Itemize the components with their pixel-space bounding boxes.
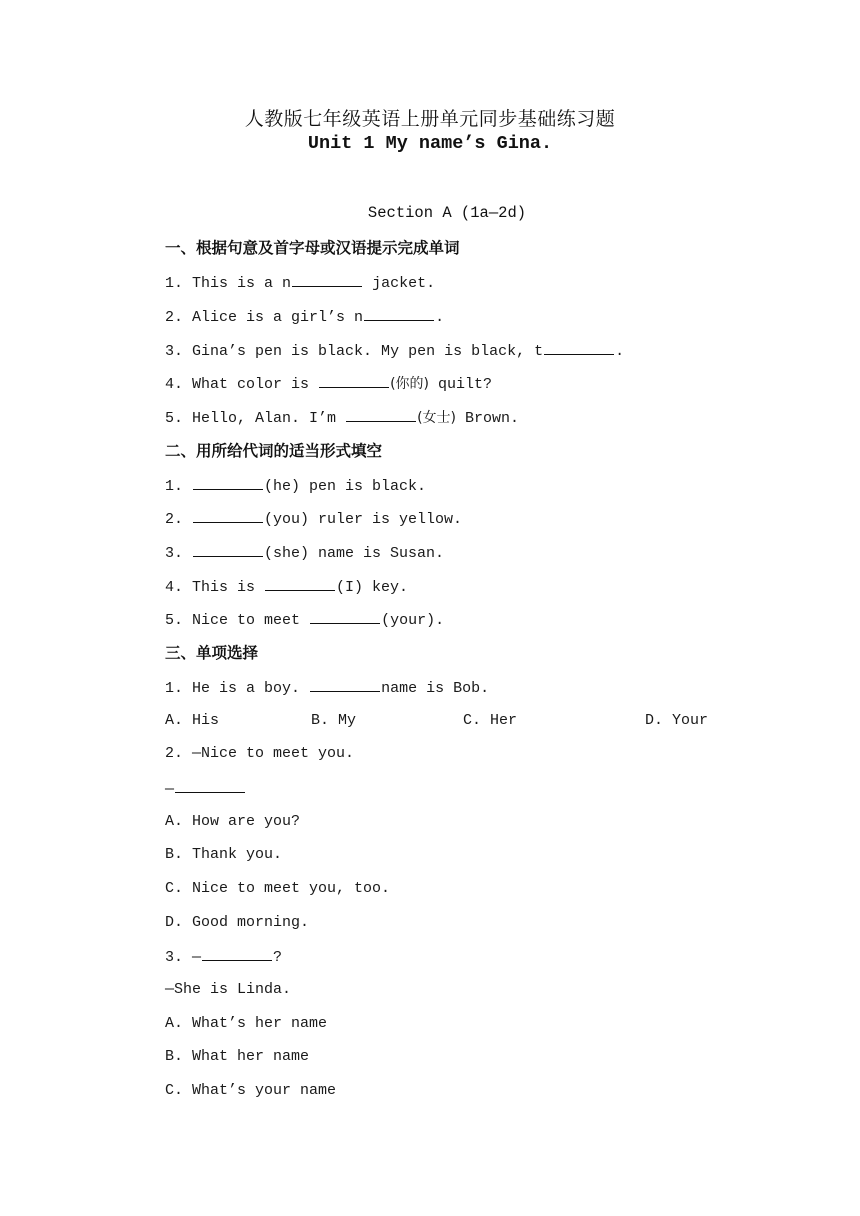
question-text: This is: [192, 579, 265, 596]
question-text: (I) key.: [336, 579, 409, 596]
question-text: This is a n: [192, 275, 292, 292]
part3-question-2-reply: [165, 777, 246, 799]
option-a[interactable]: A. His: [165, 712, 220, 729]
question-text: name is Bob.: [381, 680, 490, 697]
question-text: (he) pen is black.: [264, 478, 427, 495]
question-text: (she) name is Susan.: [264, 545, 445, 562]
part3-question-3: [165, 945, 282, 967]
option-b[interactable]: B. What her name: [165, 1048, 310, 1065]
option-b[interactable]: B. Thank you.: [165, 846, 283, 863]
part2-question-4: [165, 575, 408, 597]
part1-question-1: [165, 271, 435, 293]
part1-question-5: [165, 406, 519, 428]
part2-question-5: [165, 608, 444, 630]
chinese-hint: (女士): [417, 410, 456, 426]
question-number: 1.: [165, 275, 184, 292]
part2-heading: 二、用所给代词的适当形式填空: [165, 442, 383, 460]
dash: —: [192, 949, 202, 966]
answer-blank[interactable]: [175, 777, 245, 793]
question-number: 3.: [165, 343, 184, 360]
question-text: .: [615, 343, 625, 360]
question-text: (you) ruler is yellow.: [264, 511, 463, 528]
question-number: 2.: [165, 309, 184, 326]
answer-blank[interactable]: [265, 575, 335, 591]
chinese-hint: (你的): [390, 376, 429, 392]
part1-heading: 一、根据句意及首字母或汉语提示完成单词: [165, 239, 460, 257]
answer-blank[interactable]: [193, 507, 263, 523]
answer-blank[interactable]: [310, 608, 380, 624]
question-number: 5.: [165, 410, 184, 427]
option-a[interactable]: A. What’s her name: [165, 1015, 328, 1032]
question-number: 1.: [165, 680, 184, 697]
option-d[interactable]: D. Your: [645, 712, 709, 729]
question-number: 4.: [165, 579, 184, 596]
answer-blank[interactable]: [193, 541, 263, 557]
question-text: .: [435, 309, 445, 326]
part3-question-2: [165, 743, 354, 765]
question-number: 3.: [165, 949, 184, 966]
answer-blank[interactable]: [364, 305, 434, 321]
option-c[interactable]: C. What’s your name: [165, 1082, 337, 1099]
option-c[interactable]: C. Nice to meet you, too.: [165, 880, 391, 897]
worksheet-title-chinese: 人教版七年级英语上册单元同步基础练习题: [244, 108, 616, 130]
answer-blank[interactable]: [544, 339, 614, 355]
question-text: (your).: [381, 612, 445, 629]
dash: —: [165, 781, 175, 798]
question-number: 3.: [165, 545, 184, 562]
question-number: 2.: [165, 511, 184, 528]
answer-blank[interactable]: [292, 271, 362, 287]
option-c[interactable]: C. Her: [463, 712, 518, 729]
answer-blank[interactable]: [346, 406, 416, 422]
part3-question-1: [165, 676, 489, 698]
option-d[interactable]: D. Good morning.: [165, 914, 310, 931]
option-b[interactable]: B. My: [311, 712, 357, 729]
question-text: He is a boy.: [192, 680, 310, 697]
question-number: 4.: [165, 376, 184, 393]
answer-blank[interactable]: [202, 945, 272, 961]
part2-question-1: [165, 474, 426, 496]
part1-question-4: [165, 372, 492, 394]
answer-blank[interactable]: [193, 474, 263, 490]
worksheet-title-english: Unit 1 My name’s Gina.: [307, 133, 553, 154]
part3-question-3-reply: —She is Linda.: [165, 981, 292, 998]
answer-blank[interactable]: [310, 676, 380, 692]
question-text: Gina’s pen is black. My pen is black, t: [192, 343, 544, 360]
question-number: 5.: [165, 612, 184, 629]
question-text: —Nice to meet you.: [192, 745, 355, 762]
question-number: 2.: [165, 745, 184, 762]
answer-blank[interactable]: [319, 372, 389, 388]
question-text: What color is: [192, 376, 319, 393]
question-text: Hello, Alan. I’m: [192, 410, 346, 427]
question-text: jacket.: [363, 275, 436, 292]
question-text: Alice is a girl’s n: [192, 309, 364, 326]
question-text: Nice to meet: [192, 612, 310, 629]
question-text: quilt?: [429, 376, 493, 393]
question-text: ?: [273, 949, 283, 966]
part1-question-3: [165, 339, 624, 361]
section-label: Section A (1a—2d): [367, 204, 527, 222]
part2-question-2: [165, 507, 462, 529]
part2-question-3: [165, 541, 444, 563]
part1-question-2: [165, 305, 444, 327]
part3-heading: 三、单项选择: [165, 644, 259, 662]
option-a[interactable]: A. How are you?: [165, 813, 301, 830]
question-number: 1.: [165, 478, 184, 495]
question-text: Brown.: [456, 410, 520, 427]
